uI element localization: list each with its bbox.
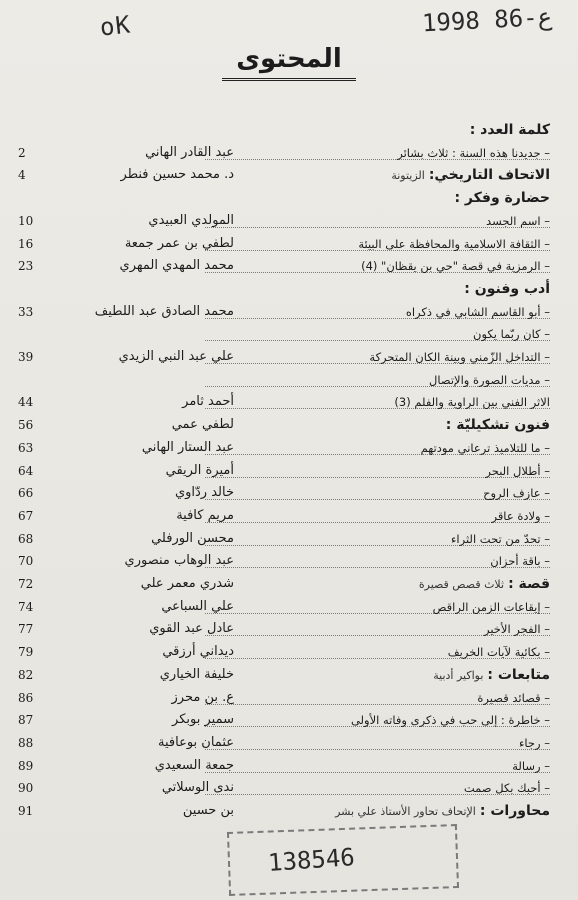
page-number: 44 xyxy=(18,395,34,410)
toc-entry-title xyxy=(205,619,550,636)
author-name: د. محمد حسين فنطر xyxy=(120,167,234,183)
article-title: – بكائية لآيات الخريف xyxy=(447,645,550,660)
handwritten-ok-mark: oK xyxy=(98,10,133,42)
toc-entry-title xyxy=(205,574,550,590)
toc-entry-title xyxy=(205,551,550,568)
toc-entry-row xyxy=(18,302,550,322)
toc-entry-title xyxy=(205,665,550,681)
page-number: 87 xyxy=(18,713,34,728)
author-name: جمعة السعيدي xyxy=(154,757,234,773)
author-name: عبد الستار الهاني xyxy=(141,439,234,455)
author-name: خالد ردّاوي xyxy=(174,485,234,501)
article-title: – أحبك بكل صمت xyxy=(463,781,550,796)
section-heading: حضارة وفكر : xyxy=(454,190,550,207)
author-name: علي عبد النبي الزيدي xyxy=(118,349,234,364)
toc-entry-title xyxy=(205,211,550,228)
toc-entry-row xyxy=(18,710,550,730)
toc-entry-row xyxy=(18,506,550,526)
page-number: 91 xyxy=(18,804,34,818)
toc-entry-row xyxy=(18,234,550,254)
toc-section-row xyxy=(18,574,550,594)
article-title: – عازف الروح xyxy=(483,486,550,501)
article-title: – اسم الجسد xyxy=(486,213,550,228)
section-heading: أدب وفنون : xyxy=(464,280,550,297)
toc-entry-title xyxy=(205,256,550,273)
page-number: 72 xyxy=(18,577,34,591)
toc-entry-row xyxy=(18,143,550,163)
toc-entry-title xyxy=(205,188,550,207)
toc-entry-row xyxy=(18,347,550,367)
toc-section-row xyxy=(18,415,550,435)
author-name: بن حسين xyxy=(182,803,234,818)
page-number: 16 xyxy=(18,236,34,251)
page-number: 67 xyxy=(18,508,34,523)
toc-entry-row xyxy=(18,324,550,344)
toc-entry-title xyxy=(205,234,550,251)
author-name: علي السباعي xyxy=(161,598,234,614)
toc-entry-row xyxy=(18,642,550,662)
toc-entry-title xyxy=(205,688,550,705)
toc-entry-title xyxy=(205,778,550,795)
page-number: 82 xyxy=(18,667,34,682)
toc-entry-title xyxy=(205,710,550,727)
author-name: لطفي بن عمر جمعة xyxy=(124,235,234,251)
toc-entry-title xyxy=(205,642,550,659)
section-heading: كلمة العدد : xyxy=(469,122,550,138)
toc-entry-title xyxy=(205,279,550,295)
author-name: لطفي عمي xyxy=(171,417,234,433)
author-name: مريم كافية xyxy=(176,507,234,523)
article-title: – التداخل الزّمني وبينة الكان المتحركة xyxy=(369,350,550,364)
page-number: 39 xyxy=(18,350,34,364)
author-name: شدري معمر علي xyxy=(140,576,234,591)
toc-section-row xyxy=(18,279,550,299)
article-title: – الفجر الأخير xyxy=(483,622,550,637)
article-title: – خاطرة : إلى حب في ذكرى وفاته الأولى xyxy=(350,713,550,728)
article-title: الاثر الفني بين الراوية والفلم (3) xyxy=(394,395,550,410)
toc-entry-row xyxy=(18,619,550,639)
article-title: – الثقافة الاسلامية والمحافظة على البيئة xyxy=(358,236,550,251)
toc-entry-row xyxy=(18,529,550,549)
page-number: 70 xyxy=(18,554,34,569)
toc-entry-row xyxy=(18,483,550,503)
page-number: 74 xyxy=(18,599,34,614)
author-name: عبد القادر الهاني xyxy=(145,144,234,160)
page-number: 56 xyxy=(18,418,34,433)
toc-entry-row xyxy=(18,756,550,776)
page-title-text: المحتوى xyxy=(222,44,356,81)
author-name: محمد المهدي المهري xyxy=(119,258,234,274)
author-name: محسن الورفلي xyxy=(151,530,234,546)
toc-entry-row xyxy=(18,733,550,753)
toc-entry-title xyxy=(205,438,550,455)
page-number: 86 xyxy=(18,690,34,705)
toc-entry-title xyxy=(205,165,550,184)
article-title: – أطلال البحر xyxy=(485,463,550,478)
toc-entry-title xyxy=(205,529,550,546)
toc-section-row xyxy=(18,801,550,821)
page-number: 66 xyxy=(18,486,34,501)
page-number: 10 xyxy=(18,213,34,228)
toc-entry-title xyxy=(205,506,550,523)
toc-entry-title xyxy=(205,415,550,434)
author-name: المولدي العبيدي xyxy=(148,212,234,228)
section-heading: الاتحاف التاريخي: xyxy=(428,167,550,184)
stamp-number: 138546 xyxy=(267,843,356,877)
toc-entry-title xyxy=(205,347,550,364)
toc-entry-row xyxy=(18,211,550,231)
toc-entry-title xyxy=(205,801,550,817)
toc-section-row xyxy=(18,665,550,685)
toc-entry-row xyxy=(18,778,550,798)
article-title: – الرمزية في قصة "حي بن يقظان" (4) xyxy=(361,259,550,274)
section-subtitle: الإتحاف تحاور الأستاذ علي بشر xyxy=(335,805,476,818)
page-number: 63 xyxy=(18,440,34,455)
toc-entry-title xyxy=(205,756,550,773)
section-subtitle: الزيتونة xyxy=(391,169,425,183)
toc-entry-title xyxy=(205,597,550,614)
author-name: أميرة الريقي xyxy=(165,462,234,478)
toc-entry-title xyxy=(205,143,550,160)
section-subtitle: ثلاث قصص قصيرة xyxy=(418,578,505,591)
author-name: محمد الصادق عبد اللطيف xyxy=(94,303,234,319)
author-name: سمير بوبكر xyxy=(172,712,234,728)
article-title: – كان ربّما يكون xyxy=(473,327,550,342)
article-title: – إيقاعات الزمن الراقص xyxy=(432,599,550,614)
section-heading: فنون تشكيليّة : xyxy=(445,417,550,434)
toc-section-row xyxy=(18,188,550,208)
article-title: – رسالة xyxy=(512,758,550,773)
author-name: عثمان بوعافية xyxy=(158,734,234,750)
toc-entry-title xyxy=(205,483,550,500)
toc-entry-row xyxy=(18,392,550,412)
toc-entry-title xyxy=(205,324,550,341)
toc-entry-title xyxy=(205,392,550,409)
author-name: ندى الوسلاتي xyxy=(161,780,234,796)
section-heading: متابعات : xyxy=(487,666,550,683)
page-number: 90 xyxy=(18,781,34,796)
page-number: 23 xyxy=(18,259,34,274)
author-name: أحمد ثامر xyxy=(182,394,234,410)
toc-section-row xyxy=(18,165,550,185)
article-title: – تحدّ من تحت الثراء xyxy=(451,531,550,546)
toc-section-row xyxy=(18,120,550,140)
article-title: – باقة أحزان xyxy=(490,554,550,569)
section-heading: قصة : xyxy=(508,576,550,592)
page-number: 4 xyxy=(18,168,26,183)
toc-entry-row xyxy=(18,256,550,276)
page-number: 2 xyxy=(18,145,26,160)
article-title: – ولادة عاقر xyxy=(491,508,550,523)
page-number: 68 xyxy=(18,531,34,546)
article-title: – أبو القاسم الشابي في ذكراه xyxy=(405,304,550,319)
author-name: ديداني أرزقي xyxy=(162,644,234,660)
section-subtitle: بواكير أدبية xyxy=(433,668,484,682)
page-number: 33 xyxy=(18,304,34,319)
toc-entry-title xyxy=(205,302,550,319)
page-number: 64 xyxy=(18,463,34,478)
toc-entry-row xyxy=(18,438,550,458)
article-title: – قصائد قصيرة xyxy=(477,690,550,705)
toc-entry-row xyxy=(18,597,550,617)
article-title: – جديدنا هذه السنة : ثلاث بشائر xyxy=(397,145,550,160)
toc-entry-title xyxy=(205,370,550,387)
article-title: – ما للتلاميذ ترعاني مودتهم xyxy=(420,440,550,455)
page-number: 79 xyxy=(18,645,34,660)
author-name: عبد الوهاب منصوري xyxy=(124,553,234,569)
article-title: – رجاء xyxy=(519,735,550,750)
page-number: 88 xyxy=(18,735,34,750)
toc-entry-title xyxy=(205,120,550,136)
author-name: خليفة الخياري xyxy=(159,666,234,682)
author-name: ع. بن محرز xyxy=(171,689,234,705)
handwritten-reference-number: 1998 86-ع xyxy=(421,2,553,38)
section-heading: محاورات : xyxy=(479,803,550,819)
author-name: عادل عبد القوي xyxy=(149,621,234,637)
page-number: 89 xyxy=(18,758,34,773)
page-number: 77 xyxy=(18,622,34,637)
article-title: – مديات الصورة والإتصال xyxy=(429,372,550,387)
toc-entry-row xyxy=(18,551,550,571)
toc-entry-row xyxy=(18,688,550,708)
toc-entry-row xyxy=(18,370,550,390)
toc-entry-title xyxy=(205,733,550,750)
toc-entry-row xyxy=(18,461,550,481)
toc-entry-title xyxy=(205,461,550,478)
